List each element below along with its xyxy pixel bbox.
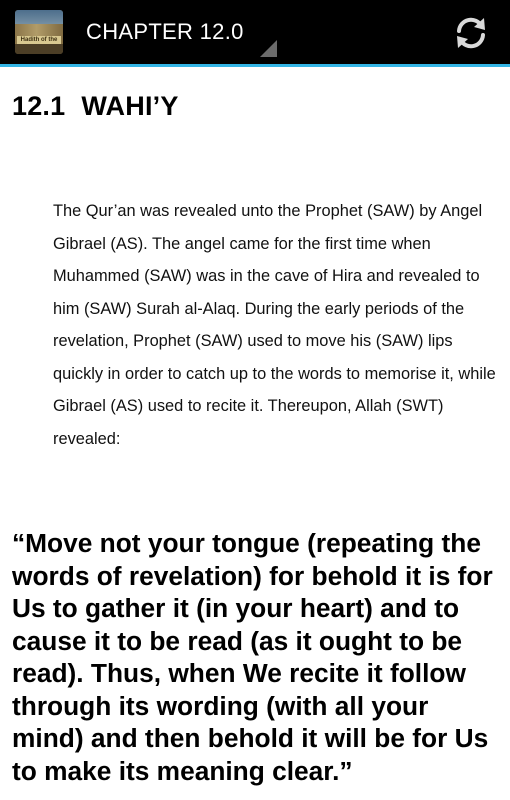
app-icon-ground: [15, 44, 63, 54]
chapter-title[interactable]: CHAPTER 12.0: [86, 19, 244, 44]
section-heading: [12, 91, 179, 122]
app-icon-label: Hadith of the: [17, 36, 61, 45]
refresh-button[interactable]: [446, 8, 496, 58]
refresh-icon: [453, 15, 489, 51]
body-paragraph: The Qur’an was revealed unto the Prophet (SAW) by Angel Gibrael (AS). The angel came for the first time when Muhammed (SAW) was in the cave of Hira and revealed to him (SAW) Surah al-Alaq. During the early periods of the revelation, Prophet (SAW) used to move his (SAW) lips quickly in order to catch up to the words to memorise it, while Gibrael (AS) used to recite it. Thereupon, Allah (SWT) revealed:: [53, 202, 496, 448]
chapter-content[interactable]: [0, 67, 510, 800]
book-cover-icon[interactable]: [15, 10, 63, 54]
quran-quote: “Move not your tongue (repeating the words of revelation) for behold it is for Us to gather it (in your heart) and to cause it to be read (as it ought to be read). Thus, when We recite it follow through its wording (with all your mind) and then behold it will be for Us to make its meaning clear.”: [12, 528, 493, 786]
section-title: WAHI’Y: [81, 91, 179, 121]
section-number: 12.1: [12, 91, 66, 121]
action-bar: [0, 0, 510, 64]
dropdown-indicator-icon[interactable]: [260, 40, 277, 57]
